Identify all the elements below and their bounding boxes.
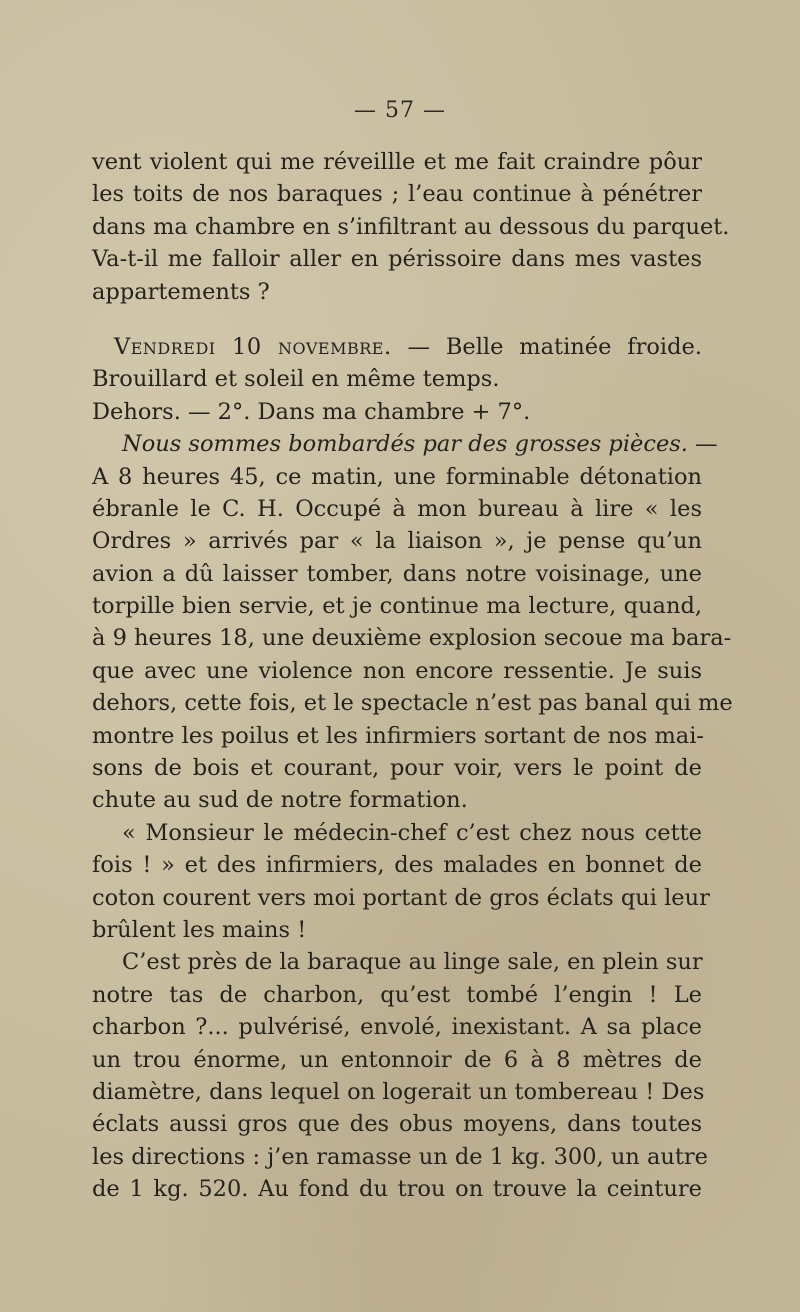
text-line: avion a dû laisser tomber, dans notre voisinage, une — [92, 560, 702, 587]
entry-date-heading: Vendredi 10 novembre. — [114, 333, 392, 360]
text-line: Ordres » arrivés par « la liaison », je pense qu’un — [92, 528, 702, 555]
text-line: charbon ?... pulvérisé, envolé, inexistant. A sa place — [92, 1014, 702, 1041]
text-line: brûlent les mains ! — [92, 916, 307, 943]
text-line: torpille bien servie, et je continue ma lecture, quand, — [92, 593, 702, 620]
italic-lead: Nous sommes bombardés par des grosses pièces. — [122, 431, 688, 458]
text-line: chute au sud de notre formation. — [92, 787, 468, 814]
text-fragment: — — [687, 431, 718, 458]
text-line: appartements ? — [92, 278, 270, 305]
text-line: un trou énorme, un entonnoir de 6 à 8 mètres de — [92, 1046, 702, 1073]
text-line: vent violent qui me réveillle et me fait craindre pôur — [92, 149, 702, 175]
text-line: Va-t-il me falloir aller en périssoire dans mes vastes — [92, 246, 702, 273]
text-line: diamètre, dans lequel on logerait un tombereau ! Des — [92, 1078, 705, 1105]
text-line: dehors, cette fois, et le spectacle n’est pas banal qui me — [92, 690, 733, 717]
text-line: A 8 heures 45, ce matin, une forminable détonation — [92, 463, 702, 490]
text-line: les directions : j’en ramasse un de 1 kg. 300, un autre — [92, 1143, 708, 1170]
text-line: coton courent vers moi portant de gros éclats qui leur — [92, 884, 710, 911]
text-fragment: — Belle matinée froide. — [391, 333, 702, 360]
text-line: éclats aussi gros que des obus moyens, dans toutes — [92, 1111, 702, 1138]
body-text — [92, 146, 733, 1206]
text-line: à 9 heures 18, une deuxième explosion secoue ma bara- — [92, 625, 732, 652]
text-line: que avec une violence non encore ressentie. Je suis — [92, 657, 702, 684]
text-line: montre les poilus et les infirmiers sortant de nos mai- — [92, 722, 704, 749]
text-line: « Monsieur le médecin-chef c’est chez nous cette — [122, 819, 702, 846]
dated-entry-line — [92, 331, 702, 363]
text-line: fois ! » et des infirmiers, des malades en bonnet de — [92, 852, 702, 879]
text-line: Brouillard et soleil en même temps. — [92, 366, 500, 393]
text-line: C’est près de la baraque au linge sale, en plein sur — [122, 949, 703, 976]
text-line: sons de bois et courant, pour voir, vers le point de — [92, 755, 702, 782]
italic-lead-line — [92, 428, 718, 460]
text-line: notre tas de charbon, qu’est tombé l’engin ! Le — [92, 981, 702, 1008]
text-line: Dehors. — 2°. Dans ma chambre + 7°. — [92, 398, 531, 425]
text-line: ébranle le C. H. Occupé à mon bureau à lire « les — [92, 495, 702, 522]
text-line: dans ma chambre en s’infiltrant au dessous du parquet. — [92, 213, 730, 240]
text-line: les toits de nos baraques ; l’eau continue à pénétrer — [92, 181, 702, 208]
text-line: de 1 kg. 520. Au fond du trou on trouve la ceinture — [92, 1176, 702, 1203]
page-number: — 57 — — [354, 98, 446, 123]
